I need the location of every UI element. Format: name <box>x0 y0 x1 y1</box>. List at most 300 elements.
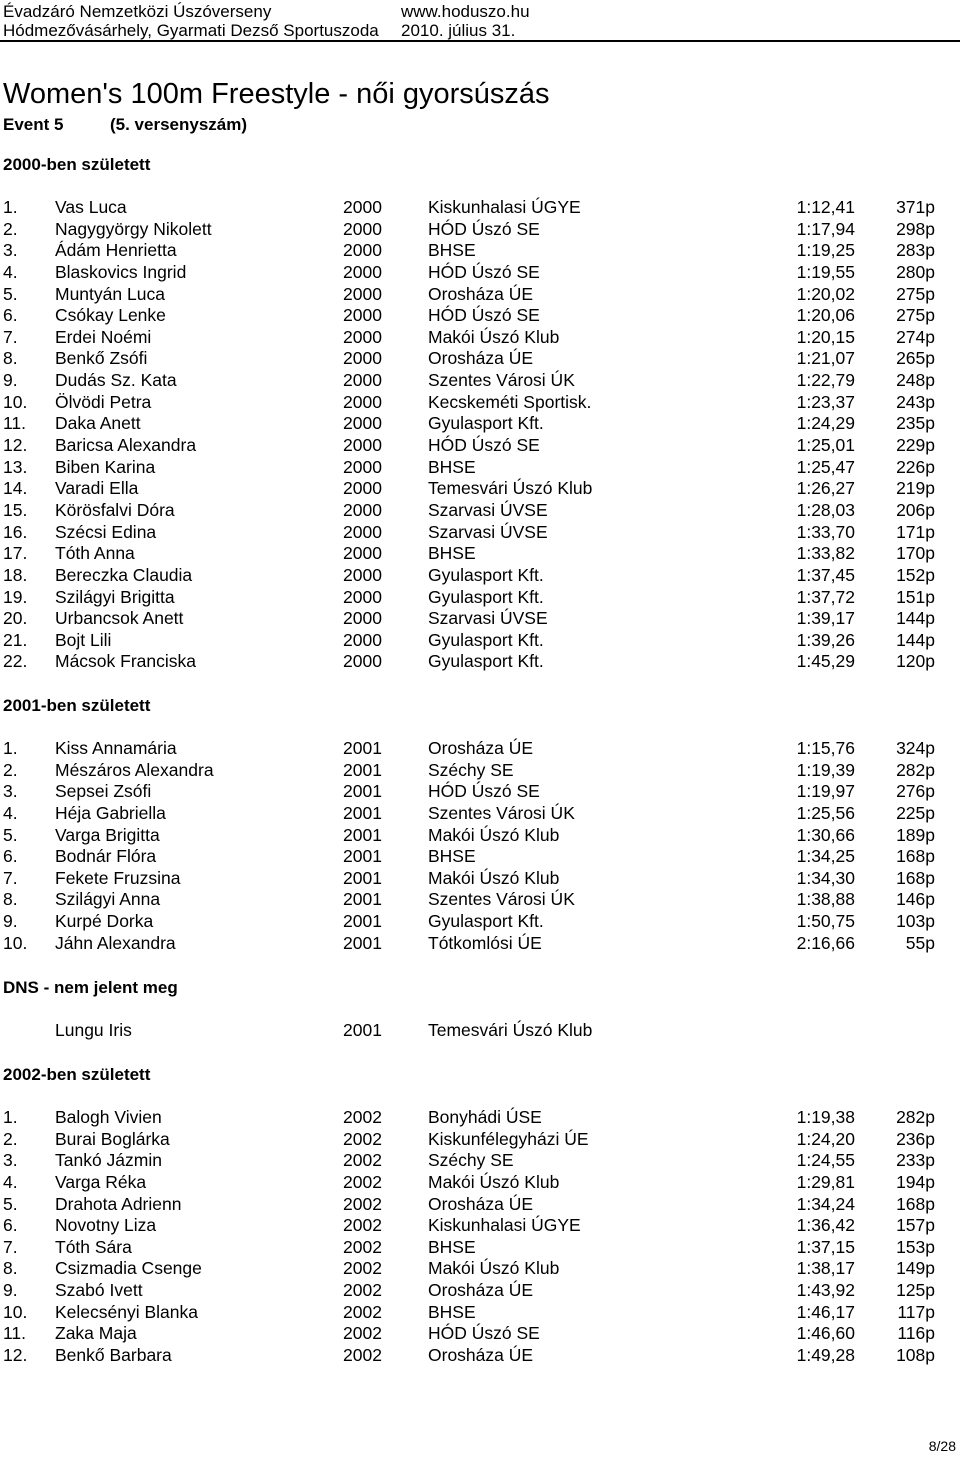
result-time: 1:37,45 <box>796 564 855 585</box>
club-name: Makói Úszó Klub <box>428 824 560 845</box>
event-date: 2010. július 31. <box>401 21 516 40</box>
result-row <box>3 435 943 457</box>
result-time: 1:33,70 <box>796 521 855 542</box>
club-name: BHSE <box>428 1236 476 1257</box>
position: 15. <box>3 499 28 520</box>
birth-year: 2000 <box>343 370 382 391</box>
result-row <box>3 1323 943 1345</box>
birth-year: 2000 <box>343 218 382 239</box>
club-name: Széchy SE <box>428 759 514 780</box>
birth-year: 2000 <box>343 305 382 326</box>
position: 6. <box>3 305 18 326</box>
swimmer-name: Sepsei Zsófi <box>55 781 152 802</box>
swimmer-name: Csizmadia Csenge <box>55 1258 202 1279</box>
club-name: HÓD Úszó SE <box>428 435 540 456</box>
position: 4. <box>3 261 18 282</box>
position: 14. <box>3 478 28 499</box>
result-time: 1:34,30 <box>796 867 855 888</box>
event-name: Évadzáró Nemzetközi Úszóverseny <box>3 2 272 21</box>
event-line <box>3 115 248 135</box>
birth-year: 2001 <box>343 802 382 823</box>
points: 229p <box>896 435 935 456</box>
result-time: 1:22,79 <box>796 370 855 391</box>
result-time: 1:19,97 <box>796 781 855 802</box>
result-time: 1:15,76 <box>796 738 855 758</box>
points: 144p <box>896 608 935 629</box>
result-row <box>3 522 943 544</box>
position: 1. <box>3 738 18 758</box>
points: 225p <box>896 802 935 823</box>
result-time: 1:37,15 <box>796 1236 855 1257</box>
swimmer-name: Szilágyi Brigitta <box>55 586 175 607</box>
club-name: Gyulasport Kft. <box>428 564 544 585</box>
swimmer-name: Ádám Henrietta <box>55 240 177 261</box>
result-row <box>3 262 943 284</box>
points: 265p <box>896 348 935 369</box>
birth-year: 2001 <box>343 759 382 780</box>
club-name: BHSE <box>428 1301 476 1322</box>
points: 275p <box>896 305 935 326</box>
birth-year: 2002 <box>343 1258 382 1279</box>
position: 12. <box>3 435 28 456</box>
result-row <box>3 197 943 219</box>
club-name: Orosháza ÚE <box>428 738 534 758</box>
birth-year: 2002 <box>343 1193 382 1214</box>
club-name: Makói Úszó Klub <box>428 867 560 888</box>
swimmer-name: Bojt Lili <box>55 629 112 650</box>
points: 117p <box>897 1301 935 1322</box>
club-name: HÓD Úszó SE <box>428 305 540 326</box>
swimmer-name: Szabó Ivett <box>55 1280 143 1301</box>
points: 283p <box>896 240 935 261</box>
position: 3. <box>3 240 18 261</box>
club-name: Szarvasi ÚVSE <box>428 499 548 520</box>
club-name: Orosháza ÚE <box>428 1193 534 1214</box>
birth-year: 2001 <box>343 824 382 845</box>
result-time: 1:25,47 <box>796 456 855 477</box>
birth-year: 2001 <box>343 932 382 953</box>
result-row <box>3 803 943 825</box>
result-time: 1:24,55 <box>796 1150 855 1171</box>
points: 125p <box>896 1280 935 1301</box>
club-name: BHSE <box>428 456 476 477</box>
birth-year: 2002 <box>343 1107 382 1127</box>
club-name: Gyulasport Kft. <box>428 586 544 607</box>
position: 13. <box>3 456 28 477</box>
result-time: 1:25,01 <box>796 435 855 456</box>
result-time: 1:49,28 <box>796 1345 855 1366</box>
result-time: 1:20,06 <box>796 305 855 326</box>
result-row <box>3 370 943 392</box>
points: 280p <box>896 261 935 282</box>
result-row <box>3 305 943 327</box>
position: 5. <box>3 824 18 845</box>
result-row <box>3 760 943 782</box>
result-time: 1:43,92 <box>796 1280 855 1301</box>
points: 206p <box>896 499 935 520</box>
birth-year: 2002 <box>343 1128 382 1149</box>
club-name: Szarvasi ÚVSE <box>428 608 548 629</box>
swimmer-name: Héja Gabriella <box>55 802 166 823</box>
result-time: 1:34,24 <box>796 1193 855 1214</box>
points: 233p <box>896 1150 935 1171</box>
result-time: 1:25,56 <box>796 802 855 823</box>
points: 276p <box>896 781 935 802</box>
result-row <box>3 825 943 847</box>
swimmer-name: Varga Brigitta <box>55 824 160 845</box>
result-time: 1:23,37 <box>796 391 855 412</box>
result-time: 1:20,02 <box>796 283 855 304</box>
result-row <box>3 1237 943 1259</box>
result-time: 1:12,41 <box>796 197 855 217</box>
result-row <box>3 348 943 370</box>
points: 116p <box>897 1323 935 1344</box>
points: 153p <box>896 1236 935 1257</box>
position: 20. <box>3 608 28 629</box>
swimmer-name: Benkő Barbara <box>55 1345 172 1366</box>
position: 10. <box>3 1301 28 1322</box>
section-title: 2002-ben született <box>3 1065 151 1084</box>
position: 10. <box>3 391 28 412</box>
birth-year: 2001 <box>343 846 382 867</box>
result-time: 1:50,75 <box>796 911 855 932</box>
result-time: 1:28,03 <box>796 499 855 520</box>
birth-year: 2000 <box>343 543 382 564</box>
position: 8. <box>3 1258 18 1279</box>
position: 22. <box>3 651 28 672</box>
position: 6. <box>3 1215 18 1236</box>
swimmer-name: Jáhn Alexandra <box>55 932 176 953</box>
swimmer-name: Fekete Fruzsina <box>55 867 181 888</box>
swimmer-name: Drahota Adrienn <box>55 1193 182 1214</box>
points: 219p <box>896 478 935 499</box>
club-name: Gyulasport Kft. <box>428 651 544 672</box>
result-row <box>3 630 943 652</box>
result-row <box>3 284 943 306</box>
birth-year: 2000 <box>343 478 382 499</box>
position: 10. <box>3 932 28 953</box>
swimmer-name: Varga Réka <box>55 1171 147 1192</box>
points: 194p <box>896 1171 935 1192</box>
club-name: Széchy SE <box>428 1150 514 1171</box>
swimmer-name: Baricsa Alexandra <box>55 435 197 456</box>
swimmer-name: Biben Karina <box>55 456 156 477</box>
club-name: Tótkomlósi ÚE <box>428 932 542 953</box>
position: 7. <box>3 867 18 888</box>
result-time: 1:46,60 <box>796 1323 855 1344</box>
result-row <box>3 500 943 522</box>
result-row <box>3 738 943 760</box>
birth-year: 2000 <box>343 435 382 456</box>
birth-year: 2002 <box>343 1215 382 1236</box>
points: 226p <box>896 456 935 477</box>
points: 157p <box>896 1215 935 1236</box>
position: 8. <box>3 889 18 910</box>
result-row <box>3 781 943 803</box>
result-row <box>3 911 943 933</box>
result-time: 1:29,81 <box>796 1171 855 1192</box>
club-name: Szentes Városi ÚK <box>428 889 575 910</box>
header-divider <box>0 40 960 42</box>
birth-year: 2001 <box>343 911 382 932</box>
birth-year: 2000 <box>343 629 382 650</box>
position: 2. <box>3 218 18 239</box>
result-time: 1:38,88 <box>796 889 855 910</box>
club-name: Bonyhádi ÚSE <box>428 1107 542 1127</box>
club-name: Orosháza ÚE <box>428 283 534 304</box>
swimmer-name: Csókay Lenke <box>55 305 166 326</box>
swimmer-name: Körösfalvi Dóra <box>55 499 175 520</box>
result-time: 1:26,27 <box>796 478 855 499</box>
position: 16. <box>3 521 28 542</box>
position: 3. <box>3 1150 18 1171</box>
result-row <box>3 478 943 500</box>
swimmer-name: Muntyán Luca <box>55 283 165 304</box>
page-number: 8/28 <box>928 1438 956 1454</box>
points: 248p <box>896 370 935 391</box>
points: 149p <box>896 1258 935 1279</box>
swimmer-name: Bodnár Flóra <box>55 846 157 867</box>
points: 324p <box>896 738 935 758</box>
swimmer-name: Bereczka Claudia <box>55 564 193 585</box>
result-time: 1:45,29 <box>796 651 855 672</box>
position: 18. <box>3 564 28 585</box>
position: 6. <box>3 846 18 867</box>
position: 12. <box>3 1345 28 1366</box>
club-name: Gyulasport Kft. <box>428 629 544 650</box>
result-row <box>3 889 943 911</box>
position: 9. <box>3 1280 18 1301</box>
birth-year: 2000 <box>343 283 382 304</box>
result-time: 1:20,15 <box>796 326 855 347</box>
points: 168p <box>896 846 935 867</box>
birth-year: 2001 <box>343 1020 382 1040</box>
event-sub-label: (5. versenyszám) <box>110 115 248 134</box>
result-row <box>3 1345 943 1367</box>
birth-year: 2001 <box>343 889 382 910</box>
points: 243p <box>896 391 935 412</box>
result-time: 1:24,29 <box>796 413 855 434</box>
points: 108p <box>896 1345 935 1366</box>
swimmer-name: Dudás Sz. Kata <box>55 370 177 391</box>
club-name: Kecskeméti Sportisk. <box>428 391 592 412</box>
position: 5. <box>3 283 18 304</box>
swimmer-name: Urbancsok Anett <box>55 608 184 629</box>
result-time: 1:24,20 <box>796 1128 855 1149</box>
points: 282p <box>896 759 935 780</box>
club-name: HÓD Úszó SE <box>428 218 540 239</box>
result-time: 1:21,07 <box>796 348 855 369</box>
result-time: 1:19,25 <box>796 240 855 261</box>
result-row <box>3 457 943 479</box>
swimmer-name: Erdei Noémi <box>55 326 152 347</box>
points: 168p <box>896 1193 935 1214</box>
birth-year: 2002 <box>343 1280 382 1301</box>
result-row <box>3 1172 943 1194</box>
result-time: 1:36,42 <box>796 1215 855 1236</box>
birth-year: 2002 <box>343 1345 382 1366</box>
club-name: Kiskunhalasi ÚGYE <box>428 197 581 217</box>
result-row <box>3 933 943 955</box>
result-time: 1:39,26 <box>796 629 855 650</box>
result-time: 1:19,55 <box>796 261 855 282</box>
position: 21. <box>3 629 28 650</box>
club-name: Szarvasi ÚVSE <box>428 521 548 542</box>
club-name: Szentes Városi ÚK <box>428 802 575 823</box>
points: 151p <box>896 586 935 607</box>
section-2001 <box>3 696 943 954</box>
position: 5. <box>3 1193 18 1214</box>
position: 2. <box>3 759 18 780</box>
birth-year: 2001 <box>343 867 382 888</box>
birth-year: 2000 <box>343 586 382 607</box>
section-2000 <box>3 155 943 673</box>
birth-year: 2002 <box>343 1236 382 1257</box>
result-row <box>3 608 943 630</box>
result-time: 1:39,17 <box>796 608 855 629</box>
points: 171p <box>896 521 935 542</box>
points: 152p <box>896 564 935 585</box>
result-row <box>3 413 943 435</box>
result-row <box>3 1280 943 1302</box>
result-row <box>3 1150 943 1172</box>
result-time: 1:30,66 <box>796 824 855 845</box>
birth-year: 2001 <box>343 781 382 802</box>
club-name: BHSE <box>428 240 476 261</box>
club-name: Orosháza ÚE <box>428 1345 534 1366</box>
swimmer-name: Szilágyi Anna <box>55 889 161 910</box>
birth-year: 2002 <box>343 1171 382 1192</box>
club-name: Kiskunhalasi ÚGYE <box>428 1215 581 1236</box>
swimmer-name: Nagygyörgy Nikolett <box>55 218 212 239</box>
club-name: HÓD Úszó SE <box>428 781 540 802</box>
position: 2. <box>3 1128 18 1149</box>
birth-year: 2000 <box>343 197 382 217</box>
swimmer-name: Varadi Ella <box>55 478 139 499</box>
points: 146p <box>896 889 935 910</box>
result-row <box>3 651 943 673</box>
result-row <box>3 846 943 868</box>
position: 1. <box>3 197 18 217</box>
points: 103p <box>896 911 935 932</box>
birth-year: 2000 <box>343 391 382 412</box>
result-row <box>3 240 943 262</box>
swimmer-name: Burai Boglárka <box>55 1128 170 1149</box>
birth-year: 2000 <box>343 564 382 585</box>
swimmer-name: Balogh Vivien <box>55 1107 162 1127</box>
swimmer-name: Szécsi Edina <box>55 521 157 542</box>
points: 55p <box>905 932 935 953</box>
birth-year: 2002 <box>343 1323 382 1344</box>
swimmer-name: Kiss Annamária <box>55 738 177 758</box>
section-title: 2000-ben született <box>3 155 151 174</box>
swimmer-name: Tankó Jázmin <box>55 1150 162 1171</box>
club-name: HÓD Úszó SE <box>428 261 540 282</box>
club-name: Gyulasport Kft. <box>428 911 544 932</box>
position: 7. <box>3 326 18 347</box>
result-row <box>3 565 943 587</box>
club-name: Temesvári Úszó Klub <box>428 478 593 499</box>
result-row <box>3 1129 943 1151</box>
position: 11. <box>3 413 27 434</box>
points: 236p <box>896 1128 935 1149</box>
position: 4. <box>3 1171 18 1192</box>
section-title: DNS - nem jelent meg <box>3 978 178 997</box>
swimmer-name: Tóth Sára <box>55 1236 132 1257</box>
club-name: Kiskunfélegyházi ÚE <box>428 1128 589 1149</box>
result-row <box>3 1302 943 1324</box>
position: 8. <box>3 348 18 369</box>
position: 7. <box>3 1236 18 1257</box>
swimmer-name: Blaskovics Ingrid <box>55 261 187 282</box>
birth-year: 2000 <box>343 348 382 369</box>
points: 235p <box>896 413 935 434</box>
swimmer-name: Tóth Anna <box>55 543 135 564</box>
points: 371p <box>896 197 935 217</box>
result-time: 1:34,25 <box>796 846 855 867</box>
birth-year: 2000 <box>343 261 382 282</box>
swimmer-name: Daka Anett <box>55 413 141 434</box>
swimmer-name: Kelecsényi Blanka <box>55 1301 198 1322</box>
swimmer-name: Ölvödi Petra <box>55 391 152 412</box>
points: 274p <box>896 326 935 347</box>
birth-year: 2002 <box>343 1150 382 1171</box>
result-time: 1:33,82 <box>796 543 855 564</box>
birth-year: 2000 <box>343 651 382 672</box>
result-time: 2:16,66 <box>796 932 855 953</box>
position: 9. <box>3 370 18 391</box>
position: 19. <box>3 586 28 607</box>
result-row <box>3 868 943 890</box>
club-name: Makói Úszó Klub <box>428 326 560 347</box>
swimmer-name: Mácsok Franciska <box>55 651 197 672</box>
swimmer-name: Kurpé Dorka <box>55 911 154 932</box>
points: 282p <box>896 1107 935 1127</box>
result-row <box>3 1215 943 1237</box>
position: 1. <box>3 1107 18 1127</box>
club-name: Temesvári Úszó Klub <box>428 1020 593 1040</box>
points: 189p <box>896 824 935 845</box>
result-time: 1:38,17 <box>796 1258 855 1279</box>
event-label: Event 5 <box>3 115 64 134</box>
birth-year: 2001 <box>343 738 382 758</box>
result-row <box>3 1020 943 1042</box>
swimmer-name: Vas Luca <box>55 197 127 217</box>
club-name: Orosháza ÚE <box>428 348 534 369</box>
website-link[interactable]: www.hoduszo.hu <box>401 2 530 21</box>
points: 120p <box>896 651 935 672</box>
club-name: HÓD Úszó SE <box>428 1323 540 1344</box>
swimmer-name: Zaka Maja <box>55 1323 137 1344</box>
birth-year: 2002 <box>343 1301 382 1322</box>
club-name: Makói Úszó Klub <box>428 1171 560 1192</box>
position: 11. <box>3 1323 27 1344</box>
swimmer-name: Novotny Liza <box>55 1215 157 1236</box>
result-time: 1:37,72 <box>796 586 855 607</box>
birth-year: 2000 <box>343 456 382 477</box>
result-row <box>3 327 943 349</box>
result-row <box>3 587 943 609</box>
position: 3. <box>3 781 18 802</box>
result-row <box>3 219 943 241</box>
club-name: Orosháza ÚE <box>428 1280 534 1301</box>
points: 298p <box>896 218 935 239</box>
result-row <box>3 392 943 414</box>
birth-year: 2000 <box>343 521 382 542</box>
club-name: BHSE <box>428 846 476 867</box>
club-name: BHSE <box>428 543 476 564</box>
club-name: Szentes Városi ÚK <box>428 370 575 391</box>
